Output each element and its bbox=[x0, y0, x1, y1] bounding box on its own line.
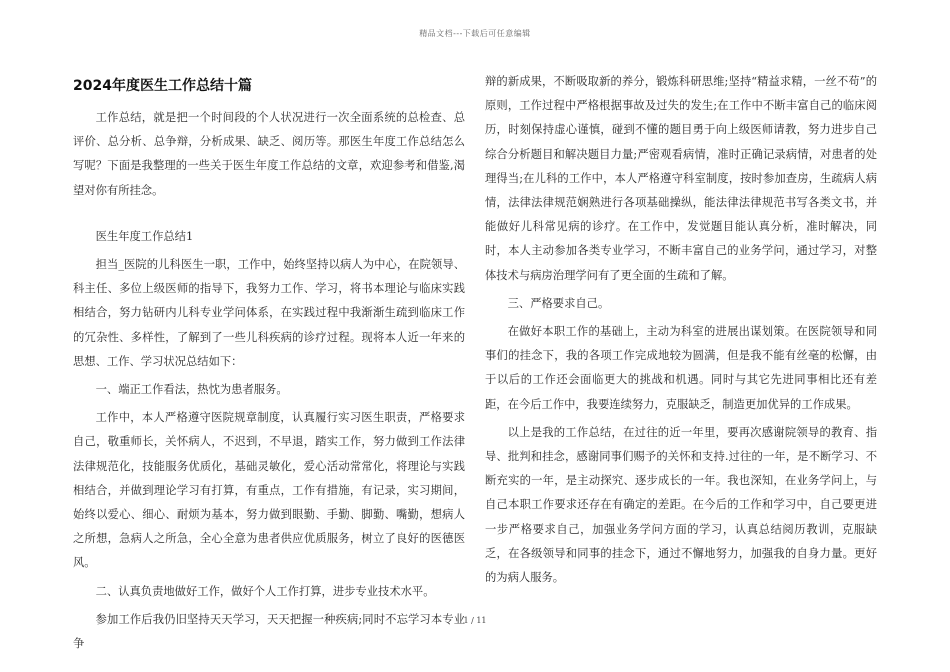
right-column bbox=[485, 70, 877, 594]
page-header: 精品文档---下载后可任意编辑 bbox=[419, 29, 531, 38]
body-paragraph: 参加工作后我仍旧坚持天天学习，天天把握一种疾病;同时不忘学习本专业争 bbox=[73, 612, 465, 651]
subheading: 三、严格要求自己。 bbox=[507, 296, 610, 310]
left-column bbox=[73, 70, 465, 660]
section-heading: 医生年度工作总结1 bbox=[95, 229, 194, 243]
intro-paragraph: 工作总结，就是把一个时间段的个人状况进行一次全面系统的总检查、总评价、总分析、总争辩，分析成果、缺乏、阅历等。那医生年度工作总结怎么写呢？下面是我整理的一些关于医生年度工作总结的文章，欢迎参考和借鉴,渴望对你有所挂念。 bbox=[73, 111, 465, 197]
body-paragraph: 以上是我的工作总结，在过往的近一年里，要再次感谢院领导的教育、指导、批判和挂念，感谢同事们赐予的关怀和支持.过往的一年，是不断学习、不断充实的一年，是主动探究、逐步成长的一年。我也深知，在业务学问上，与自己本职工作要求还存在有确定的差距。在今后的工作和学习中，自己要更进一步严格要求自己，加强业务学问方面的学习，认真总结阅历教训，克服缺乏，在各级领导和同事的挂念下，通过不懈地努力，加强我的自身力量。更好的为病人服务。 bbox=[485, 425, 877, 585]
subheading: 二、认真负责地做好工作，做好个人工作打算，进步专业技术水平。 bbox=[95, 584, 435, 598]
document-title: 2024年度医生工作总结十篇 bbox=[73, 78, 252, 94]
page-number: 1 / 11 bbox=[463, 616, 487, 625]
body-paragraph: 工作中，本人严格遵守医院规章制度，认真履行实习医生职责，严格要求自己，敬重师长，关怀病人，不迟到，不早退，踏实工作，努力做到工作法律法律规范化，技能服务优质化，基础灵敏化，爱心活动常常化，将理论与实践相结合，并做到理论学习有打算，有重点，工作有措施，有记录，实习期间，始终以爱心、细心、耐烦为基本，努力做到眼勤、手勤、脚勤、嘴勤，想病人之所想，急病人之所急，全心全意为患者供应优质服务，树立了良好的医德医风。 bbox=[73, 411, 465, 570]
body-paragraph-continued: 辩的新成果，不断吸取新的养分，锻炼科研思维;坚持“精益求精，一丝不苟”的原则，工作过程中严格根据事故及过失的发生;在工作中不断丰富自己的临床阅历，时刻保持虚心谨慎，碰到不懂的题目勇于向上级医师请教，努力进步自己综合分析题目和解决题目力量;严密观看病情，准时正确记录病情，对患者的处理得当;在儿科的工作中，本人严格遵守科室制度，按时参加查房，生疏病人病情，法律法律规范娴熟进行各项基础操纵，能法律法律规范书写各类文书，并能做好儿科常见病的诊疗。在工作中，发觉题目能认真分析，准时解决，同时，本人主动参加各类专业学习，不断丰富自己的业务学问，通过学习，对整体技术与病房治理学问有了更全面的生疏和了解。 bbox=[485, 75, 877, 282]
body-paragraph: 在做好本职工作的基础上，主动为科室的进展出谋划策。在医院领导和同事们的挂念下，我的各项工作完成地较为圆满，但是我不能有丝毫的松懈，由于以后的工作还会面临更大的挑战和机遇。同时与其它先进同事相比还有差距，在今后工作中，我要连续努力，克服缺乏，制造更加优异的工作成果。 bbox=[485, 325, 877, 411]
subheading: 一、端正工作看法，热忱为患者服务。 bbox=[95, 383, 288, 397]
body-paragraph: 担当_医院的儿科医生一职，工作中，始终坚持以病人为中心，在院领导、科主任、多位上级医师的指导下，我努力工作、学习，将书本理论与临床实践相结合，努力钻研内儿科专业学问体系，在实践过程中我渐渐生疏到临床工作的冗杂性、多样性，了解到了一些儿科疾病的诊疗过程。现将本人近一年来的思想、工作、学习状况总结如下： bbox=[73, 258, 465, 368]
